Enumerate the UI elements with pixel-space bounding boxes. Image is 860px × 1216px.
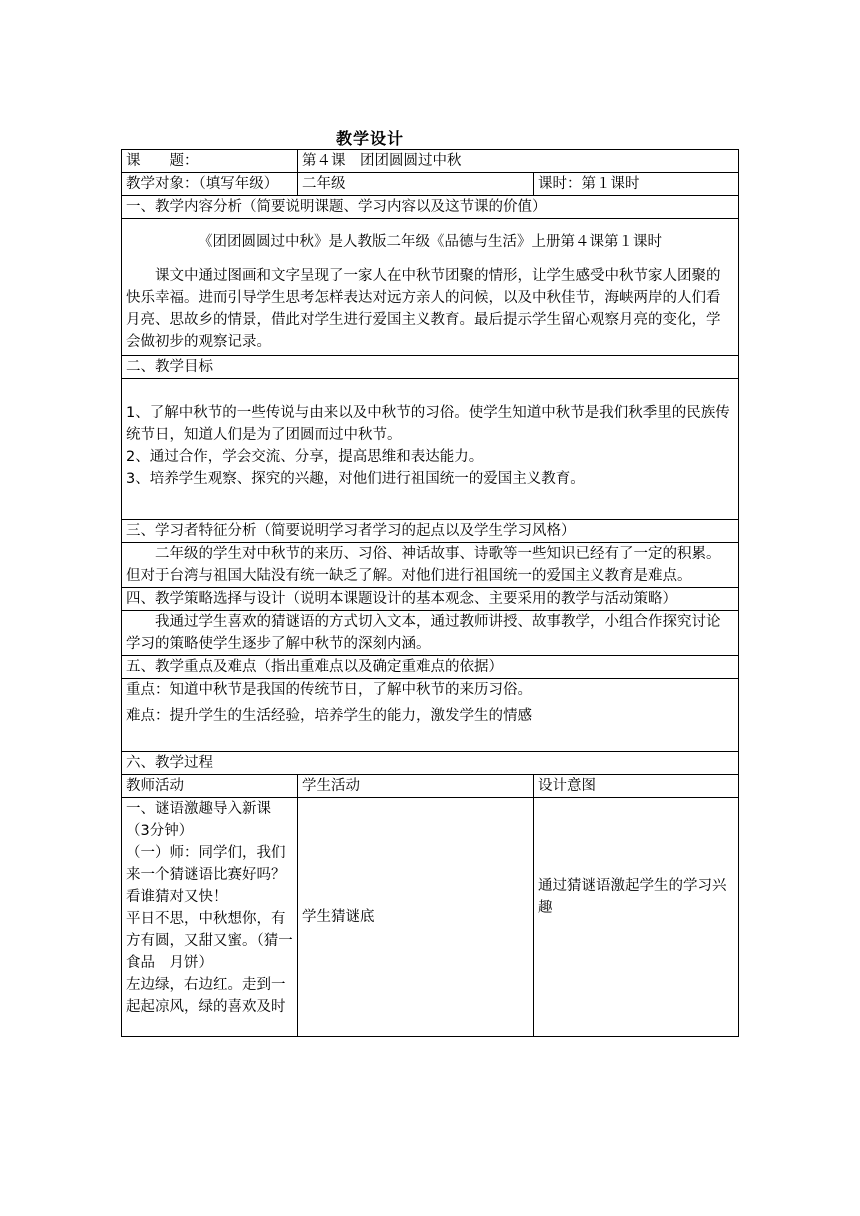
section3-heading-row	[122, 520, 739, 543]
section2-body-row	[122, 379, 739, 520]
section1-paragraph-1: 《团团圆圆过中秋》是人教版二年级《品德与生活》上册第４课第１课时	[198, 234, 662, 250]
design-intent-cell: 通过猜谜语激起学生的学习兴趣	[534, 798, 739, 1037]
teacher-line-3: 平日不思，中秋想你，有方有圆，又甜又蜜。（猜一食品 月饼）	[126, 911, 293, 971]
section3-body-row	[122, 543, 739, 588]
section5-heading-row	[122, 656, 739, 679]
section1-paragraph-2: 课文中通过图画和文字呈现了一家人在中秋节团聚的情形，让学生感受中秋节家人团聚的快乐幸福。进而引导学生思考怎样表达对远方亲人的问候，以及中秋佳节，海峡两岸的人们看月亮、思故乡的情景，借此对学生进行爱国主义教育。最后提示学生留心观察月亮的变化，学会做初步的观察记录。	[126, 268, 721, 350]
section6-heading-row	[122, 752, 739, 775]
section2-heading-row	[122, 356, 739, 379]
teacher-line-2: （一）师：同学们，我们来一个猜谜语比赛好吗？看谁猜对又快！	[126, 845, 286, 905]
target-label: 教学对象：（填写年级）	[122, 173, 298, 196]
teacher-activity-cell	[122, 798, 298, 1037]
section2-heading: 二、教学目标	[122, 356, 739, 379]
lesson-plan-table	[121, 149, 739, 1037]
section5-body-row	[122, 679, 739, 752]
col-design-intent: 设计意图	[534, 775, 739, 798]
period-value: 课时：第１课时	[534, 173, 739, 196]
col-student-activity: 学生活动	[298, 775, 534, 798]
process-row-1	[122, 798, 739, 1037]
section6-heading: 六、教学过程	[122, 752, 739, 775]
section5-heading: 五、教学重点及难点（指出重难点以及确定重难点的依据）	[122, 656, 739, 679]
section4-body: 我通过学生喜欢的猜谜语的方式切入文本，通过教师讲授、故事教学，小组合作探究讨论学习的策略使学生逐步了解中秋节的深刻内涵。	[126, 614, 721, 652]
target-value: 二年级	[298, 173, 534, 196]
process-header-row	[122, 775, 739, 798]
student-activity-cell: 学生猜谜底	[298, 798, 534, 1037]
section3-heading: 三、学习者特征分析（简要说明学习者学习的起点以及学生学习风格）	[122, 520, 739, 543]
objective-item-3: 3、培养学生观察、探究的兴趣，对他们进行祖国统一的爱国主义教育。	[126, 471, 585, 487]
section1-body-row	[122, 219, 739, 356]
teacher-line-1: 一、谜语激趣导入新课（3分钟）	[126, 801, 271, 839]
col-teacher-activity: 教师活动	[122, 775, 298, 798]
topic-label: 课 题：	[122, 150, 298, 173]
target-row	[122, 173, 739, 196]
section3-body: 二年级的学生对中秋节的来历、习俗、神话故事、诗歌等一些知识已经有了一定的积累。但对于台湾与祖国大陆没有统一缺乏了解。对他们进行祖国统一的爱国主义教育是难点。	[126, 546, 721, 584]
key-point: 重点：知道中秋节是我国的传统节日，了解中秋节的来历习俗。	[126, 682, 532, 698]
section4-body-row	[122, 611, 739, 656]
section4-heading: 四、教学策略选择与设计（说明本课题设计的基本观念、主要采用的教学与活动策略）	[122, 588, 739, 611]
topic-row	[122, 150, 739, 173]
difficult-point: 难点：提升学生的生活经验，培养学生的能力，激发学生的情感	[126, 708, 532, 724]
objective-item-1: 1、了解中秋节的一些传说与由来以及中秋节的习俗。使学生知道中秋节是我们秋季里的民族传统节日，知道人们是为了团圆而过中秋节。	[126, 405, 730, 443]
page-title: 教学设计	[336, 129, 405, 148]
section4-heading-row	[122, 588, 739, 611]
section1-heading: 一、教学内容分析（简要说明课题、学习内容以及这节课的价值）	[122, 196, 739, 219]
objective-item-2: 2、通过合作，学会交流、分享，提高思维和表达能力。	[126, 449, 484, 465]
teacher-line-4: 左边绿，右边红。走到一起起凉风，绿的喜欢及时	[126, 977, 286, 1015]
topic-value: 第４课 团团圆圆过中秋	[298, 150, 739, 173]
section1-heading-row	[122, 196, 739, 219]
